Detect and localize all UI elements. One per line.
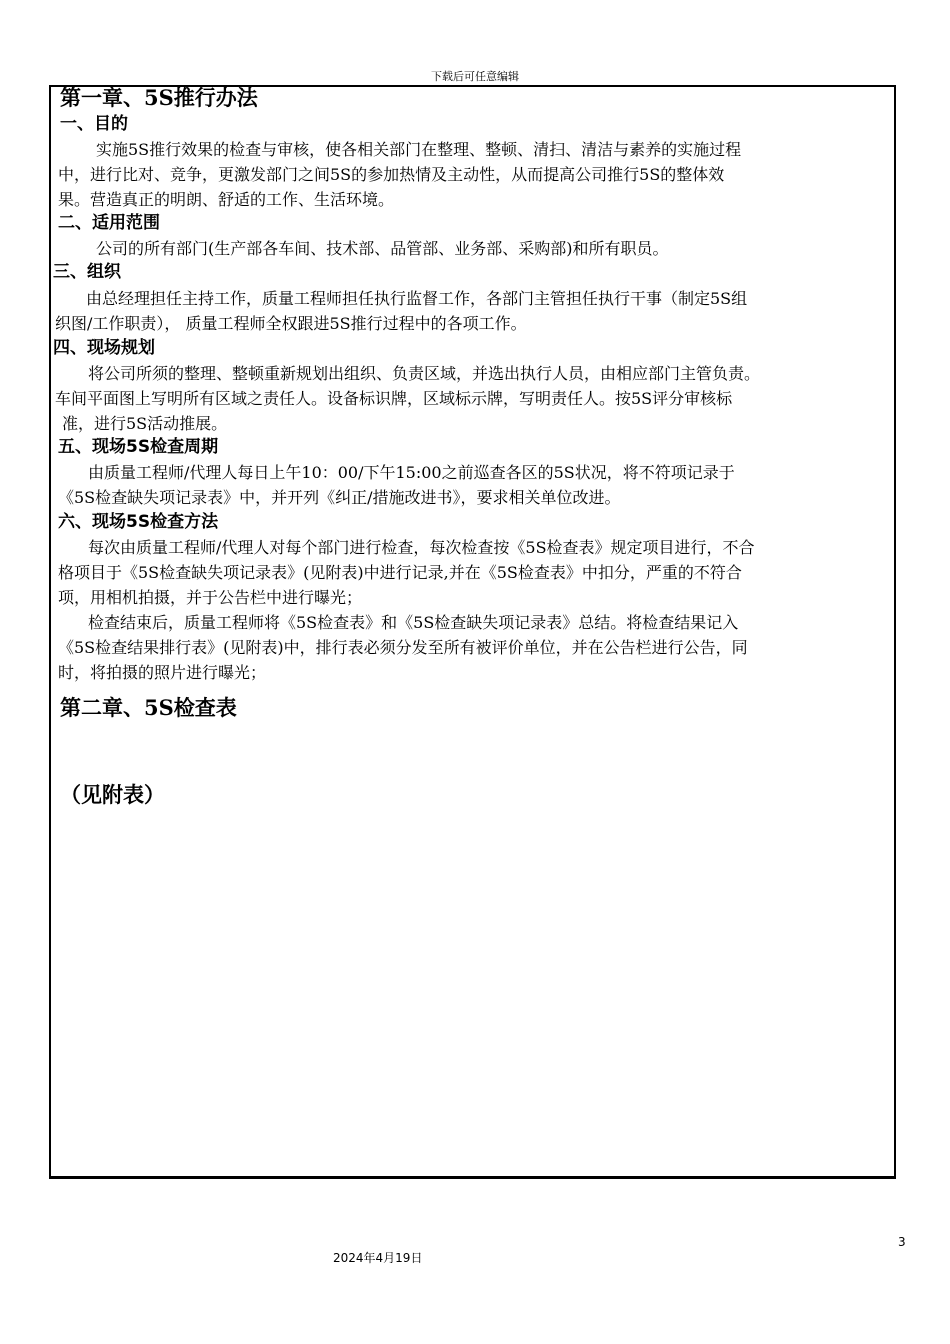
paragraph-line: 中，进行比对、竞争，更激发部门之间5S的参加热情及主动性，从而提高公司推行5S的整体效 bbox=[58, 165, 725, 184]
paragraph-line: 准，进行5S活动推展。 bbox=[62, 414, 228, 433]
paragraph-line: 实施5S推行效果的检查与审核，使各相关部门在整理、整顿、清扫、清洁与素养的实施过程 bbox=[96, 140, 742, 159]
chapter2-title: 第二章、5S检查表 bbox=[60, 695, 237, 720]
footer-date: 2024年4月19日 bbox=[333, 1251, 423, 1265]
section-heading-organization: 三、组织 bbox=[53, 262, 121, 282]
section-heading-scope: 二、适用范围 bbox=[58, 213, 160, 233]
paragraph-line: 格项目于《5S检查缺失项记录表》(见附表)中进行记录,并在《5S检查表》中扣分，严重的不符合 bbox=[58, 563, 742, 582]
paragraph-line: 《5S检查缺失项记录表》中，并开列《纠正/措施改进书》，要求相关单位改进。 bbox=[58, 488, 621, 507]
paragraph-line: 由质量工程师/代理人每日上午10：00/下午15:00之前巡查各区的5S状况，将不符项记录于 bbox=[88, 463, 735, 482]
paragraph-line: 公司的所有部门(生产部各车间、技术部、品管部、业务部、采购部)和所有职员。 bbox=[96, 239, 669, 258]
paragraph-line: 车间平面图上写明所有区域之责任人。设备标识牌，区域标示牌，写明责任人。按5S评分审核标 bbox=[55, 389, 733, 408]
page-number: 3 bbox=[898, 1235, 906, 1249]
header-note: 下载后可任意编辑 bbox=[431, 70, 519, 83]
paragraph-line: 果。营造真正的明朗、舒适的工作、生活环境。 bbox=[58, 190, 395, 209]
paragraph-line: 织图/工作职责）， 质量工程师全权跟进5S推行过程中的各项工作。 bbox=[55, 314, 527, 333]
paragraph-line: 时，将拍摄的照片进行曝光； bbox=[58, 663, 267, 682]
section-heading-purpose: 一、目的 bbox=[60, 114, 128, 134]
paragraph-line: 由总经理担任主持工作，质量工程师担任执行监督工作，各部门主管担任执行干事（制定5S组 bbox=[86, 289, 748, 308]
section-heading-inspection-method: 六、现场5S检查方法 bbox=[58, 512, 219, 532]
section-heading-site-planning: 四、现场规划 bbox=[53, 338, 155, 358]
paragraph-line: 每次由质量工程师/代理人对每个部门进行检查，每次检查按《5S检查表》规定项目进行，不合 bbox=[88, 538, 755, 557]
paragraph-line: 将公司所须的整理、整顿重新规划出组织、负责区域，并选出执行人员，由相应部门主管负责。 bbox=[88, 364, 761, 383]
paragraph-line: 项，用相机拍摄，并于公告栏中进行曝光； bbox=[58, 588, 363, 607]
chapter1-title: 第一章、5S推行办法 bbox=[60, 85, 258, 110]
attachment-note: （见附表） bbox=[60, 782, 165, 807]
paragraph-line: 检查结束后，质量工程师将《5S检查表》和《5S检查缺失项记录表》总结。将检查结果记入 bbox=[88, 613, 739, 632]
section-heading-inspection-cycle: 五、现场5S检查周期 bbox=[58, 437, 219, 457]
paragraph-line: 《5S检查结果排行表》(见附表)中，排行表必须分发至所有被评价单位，并在公告栏进行公告，同 bbox=[58, 638, 748, 657]
